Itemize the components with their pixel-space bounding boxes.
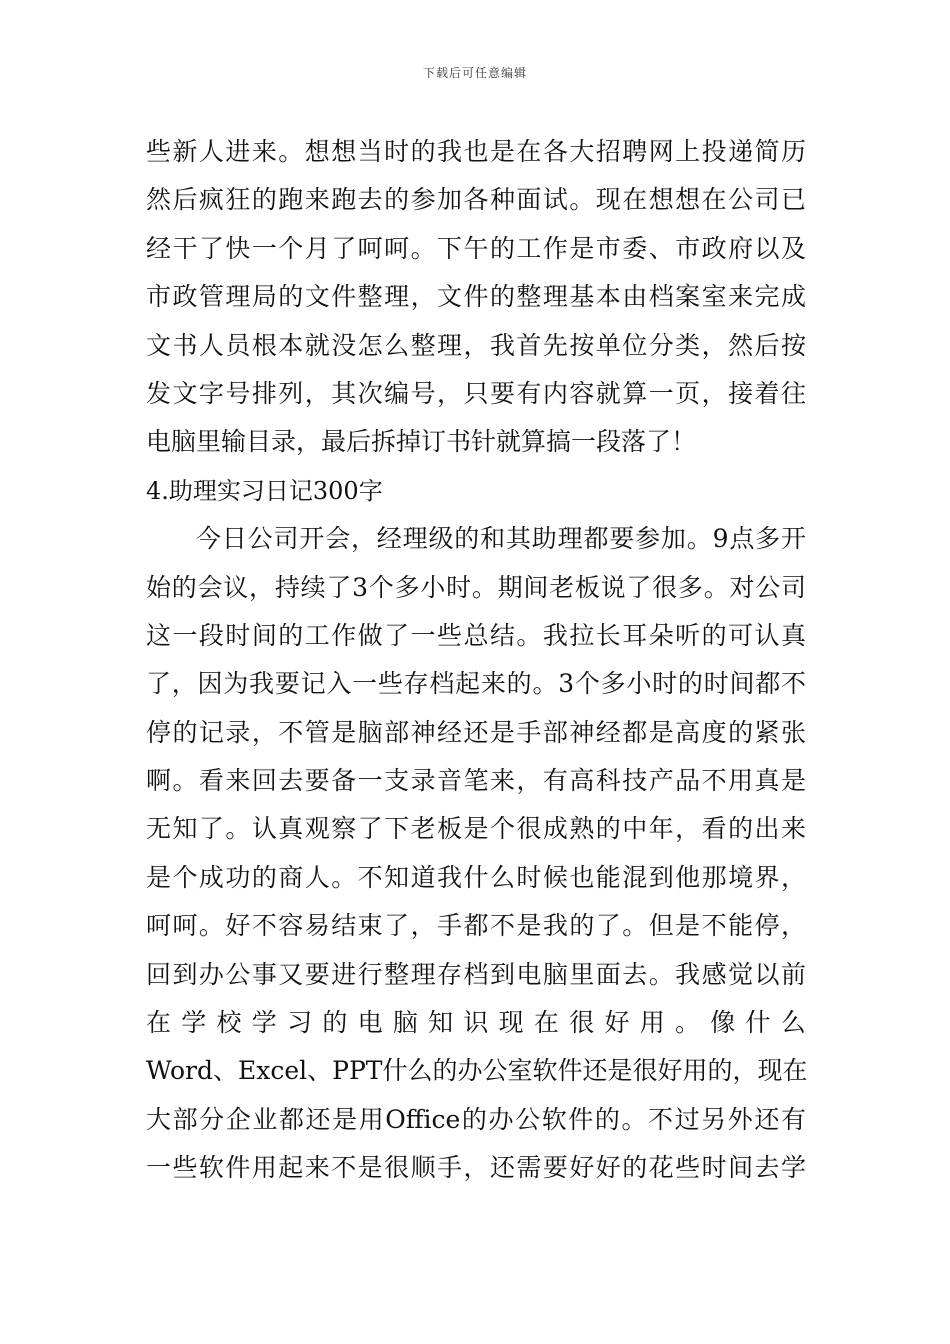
text-line: 然后疯狂的跑来跑去的参加各种面试。现在想想在公司已 [146, 185, 806, 215]
text-line: 大部分企业都还是用Office的办公软件的。不过另外还有 [146, 1104, 806, 1134]
text-line-spaced: 在 学 校 学 习 的 电 脑 知 识 现 在 很 好 用 。 像 什 么 [146, 1008, 806, 1038]
text-line: 始的会议，持续了3个多小时。期间老板说了很多。对公司 [146, 572, 806, 602]
page-header: 下载后可任意编辑 [422, 66, 527, 80]
text-line: 今日公司开会，经理级的和其助理都要参加。9点多开 [196, 524, 806, 554]
text-line: 无知了。认真观察了下老板是个很成熟的中年，看的出来 [146, 814, 806, 844]
text-line: 电脑里输目录，最后拆掉订书针就算搞一段落了！ [146, 427, 697, 457]
text-line: 一些软件用起来不是很顺手，还需要好好的花些时间去学 [146, 1153, 806, 1183]
section-heading: 4.助理实习日记300字 [146, 476, 383, 505]
text-line: 是个成功的商人。不知道我什么时候也能混到他那境界， [146, 862, 806, 892]
text-line: Word、Excel、PPT什么的办公室软件还是很好用的，现在 [146, 1056, 808, 1086]
text-line: 回到办公事又要进行整理存档到电脑里面去。我感觉以前 [146, 959, 806, 989]
text-line: 啊。看来回去要备一支录音笔来，有高科技产品不用真是 [146, 766, 806, 796]
text-line: 发文字号排列，其次编号，只要有内容就算一页，接着往 [146, 378, 806, 408]
text-line: 文书人员根本就没怎么整理，我首先按单位分类，然后按 [146, 330, 806, 360]
text-line: 停的记录，不管是脑部神经还是手部神经都是高度的紧张 [146, 717, 806, 747]
text-line: 呵呵。好不容易结束了，手都不是我的了。但是不能停， [146, 911, 806, 941]
document-body [146, 128, 806, 1193]
text-line: 了，因为我要记入一些存档起来的。3个多小时的时间都不 [146, 669, 806, 699]
text-line: 些新人进来。想想当时的我也是在各大招聘网上投递简历 [146, 137, 806, 166]
text-line: 经干了快一个月了呵呵。下午的工作是市委、市政府以及 [146, 233, 806, 263]
text-line: 这一段时间的工作做了一些总结。我拉长耳朵听的可认真 [146, 620, 806, 650]
text-line: 市政管理局的文件整理，文件的整理基本由档案室来完成 [146, 282, 806, 312]
